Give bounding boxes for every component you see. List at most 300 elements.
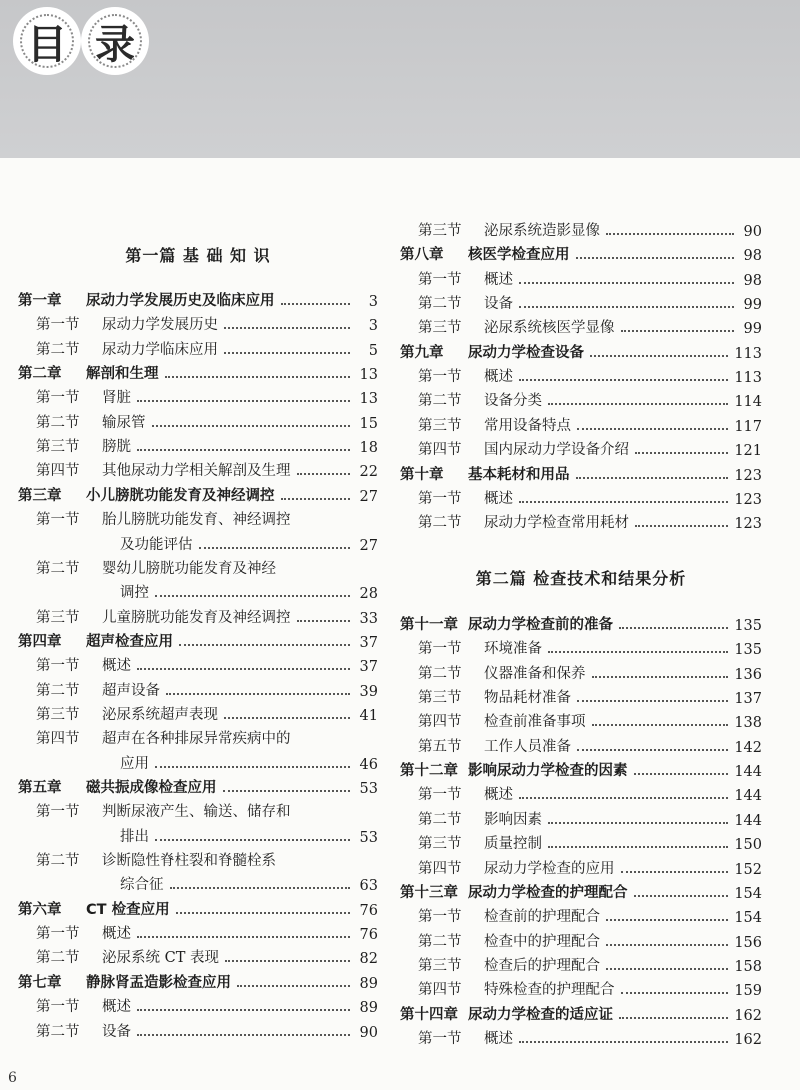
- toc-leader-dots: [137, 936, 350, 938]
- toc-entry-title: 设备: [484, 296, 513, 313]
- toc-entry-title: 其他尿动力学相关解剖及生理: [102, 463, 291, 480]
- toc-entry-page: 99: [743, 321, 762, 338]
- toc-leader-dots: [519, 379, 728, 381]
- toc-entry-title: 泌尿系统核医学显像: [484, 320, 615, 337]
- toc-entry-title: 仪器准备和保养: [484, 665, 586, 682]
- toc-entry-page: 89: [359, 975, 378, 992]
- toc-chapter-row[interactable]: [400, 878, 762, 902]
- toc-entry-number: 第六章: [18, 901, 62, 918]
- toc-leader-dots: [199, 547, 351, 549]
- toc-section-row[interactable]: [18, 554, 378, 578]
- toc-section-row[interactable]: [18, 383, 378, 407]
- toc-entry-number: 第九章: [400, 344, 444, 361]
- toc-entry-page: 123: [734, 467, 762, 484]
- toc-entry-page: 121: [734, 443, 762, 460]
- toc-entry-number: 第一节: [418, 490, 462, 507]
- toc-entry-title: 影响因素: [484, 811, 542, 828]
- toc-entry-number: 第十二章: [400, 763, 458, 780]
- toc-section-row[interactable]: [18, 797, 378, 821]
- toc-entry-number: 第一节: [36, 926, 80, 943]
- toc-leader-dots: [576, 477, 729, 479]
- toc-section-row[interactable]: [18, 724, 378, 748]
- toc-section-row[interactable]: [400, 289, 762, 313]
- toc-entry-title: CT 检查应用: [86, 901, 170, 918]
- toc-leader-dots: [548, 403, 728, 405]
- toc-section-row[interactable]: [18, 870, 378, 894]
- toc-entry-title: 胎儿膀胱功能发育、神经调控: [102, 512, 291, 529]
- toc-chapter-row[interactable]: [18, 286, 378, 310]
- toc-leader-dots: [176, 912, 350, 914]
- toc-entry-number: 第四节: [418, 714, 462, 731]
- toc-section-row[interactable]: [400, 951, 762, 975]
- toc-entry-page: 162: [734, 1007, 762, 1024]
- toc-section-row[interactable]: [400, 265, 762, 289]
- toc-chapter-row[interactable]: [18, 895, 378, 919]
- toc-leader-dots: [297, 473, 351, 475]
- toc-entry-number: 第一章: [18, 293, 62, 309]
- toc-entry-number: 第三节: [418, 223, 462, 239]
- toc-entry-number: 第一节: [418, 641, 462, 658]
- toc-entry-title: 概述: [484, 369, 513, 386]
- toc-entry-number: 第十一章: [400, 617, 458, 633]
- toc-leader-dots: [281, 303, 351, 305]
- right-part-title: 第二篇 检查技术和结果分析: [475, 569, 687, 588]
- toc-entry-number: 第三节: [36, 609, 80, 626]
- toc-entry-title: 检查后的护理配合: [484, 957, 600, 974]
- toc-entry-page: 162: [734, 1031, 762, 1048]
- toc-chapter-row[interactable]: [18, 627, 378, 651]
- toc-entry-number: 第一节: [418, 909, 462, 926]
- toc-leader-dots: [634, 895, 729, 897]
- toc-entry-number: 第十章: [400, 466, 444, 483]
- toc-section-row[interactable]: [18, 310, 378, 334]
- toc-section-row[interactable]: [18, 943, 378, 967]
- toc-entry-title: 环境准备: [484, 641, 542, 658]
- toc-leader-dots: [592, 676, 729, 678]
- toc-leader-dots: [606, 944, 728, 946]
- toc-entry-number: 第三节: [418, 417, 462, 434]
- toc-entry-number: 第十三章: [400, 884, 458, 901]
- toc-section-row[interactable]: [400, 975, 762, 999]
- toc-chapter-row[interactable]: [18, 773, 378, 797]
- toc-entry-page: 136: [734, 666, 762, 683]
- toc-entry-title: 小儿膀胱功能发育及神经调控: [86, 487, 275, 504]
- toc-entry-number: 第二节: [36, 414, 80, 431]
- toc-entry-number: 第三节: [418, 957, 462, 974]
- toc-entry-page: 15: [359, 415, 378, 432]
- toc-entry-page: 28: [359, 586, 378, 603]
- toc-entry-page: 46: [359, 756, 378, 773]
- toc-leader-dots: [519, 306, 734, 308]
- toc-entry-title: 尿动力学检查的适应证: [468, 1006, 613, 1023]
- toc-entry-number: 第三节: [418, 836, 462, 853]
- toc-entry-page: 13: [359, 391, 378, 408]
- toc-entry-page: 144: [734, 788, 762, 805]
- toc-entry-page: 138: [734, 715, 762, 732]
- toc-section-row[interactable]: [400, 634, 762, 658]
- toc-entry-page: 18: [359, 440, 378, 457]
- toc-leader-dots: [155, 766, 350, 768]
- toc-entry-page: 3: [368, 294, 378, 310]
- toc-entry-title: 概述: [102, 999, 131, 1016]
- toc-section-row[interactable]: [18, 651, 378, 675]
- toc-entry-number: 第八章: [400, 247, 444, 264]
- toc-entry-page: 76: [359, 902, 378, 919]
- toc-leader-dots: [152, 425, 351, 427]
- toc-entry-title: 肾脏: [102, 390, 131, 407]
- toc-entry-title: 尿动力学检查的护理配合: [468, 884, 628, 901]
- page-number: 6: [8, 1070, 17, 1086]
- toc-entry-number: 第四节: [36, 731, 80, 748]
- toc-section-row[interactable]: [400, 683, 762, 707]
- toc-section-row[interactable]: [400, 659, 762, 683]
- toc-leader-dots: [590, 355, 728, 357]
- toc-section-row[interactable]: [18, 432, 378, 456]
- toc-entry-title: 核医学检查应用: [468, 247, 570, 264]
- toc-entry-page: 158: [734, 958, 762, 975]
- toc-entry-page: 135: [734, 618, 762, 634]
- toc-chapter-row[interactable]: [18, 359, 378, 383]
- toc-entry-title: 概述: [484, 490, 513, 507]
- toc-entry-title: 排出: [120, 828, 149, 845]
- toc-leader-dots: [577, 700, 728, 702]
- toc-section-row[interactable]: [400, 780, 762, 804]
- toc-entry-page: 53: [359, 829, 378, 846]
- toc-section-row[interactable]: [400, 927, 762, 951]
- toc-entry-title: 概述: [102, 658, 131, 675]
- toc-leader-dots: [577, 749, 728, 751]
- toc-leader-dots: [635, 452, 728, 454]
- title-char-circle-2: [84, 10, 146, 72]
- toc-entry-page: 5: [368, 342, 378, 359]
- toc-leader-dots: [281, 498, 351, 500]
- toc-entry-title: 物品耗材准备: [484, 690, 571, 707]
- toc-entry-number: 第五节: [418, 738, 462, 755]
- toc-leader-dots: [548, 846, 728, 848]
- toc-entry-page: 123: [734, 516, 762, 533]
- toc-entry-number: 第三节: [418, 690, 462, 707]
- toc-entry-title: 概述: [484, 271, 513, 288]
- toc-entry-number: 第四章: [18, 633, 62, 650]
- toc-entry-number: 第一节: [36, 512, 80, 529]
- toc-entry-title: 概述: [484, 787, 513, 804]
- toc-entry-page: 89: [359, 1000, 378, 1017]
- toc-entry-page: 137: [734, 691, 762, 708]
- toc-section-row[interactable]: [18, 846, 378, 870]
- title-char-2: 录: [95, 21, 135, 68]
- toc-section-row[interactable]: [400, 313, 762, 337]
- toc-chapter-row[interactable]: [400, 240, 762, 264]
- toc-leader-dots: [155, 595, 350, 597]
- toc-entry-title: 及功能评估: [120, 536, 193, 553]
- toc-leader-dots: [237, 985, 350, 987]
- toc-entry-title: 常用设备特点: [484, 417, 571, 434]
- toc-leader-dots: [619, 1017, 728, 1019]
- toc-entry-number: 第五章: [18, 780, 62, 796]
- toc-entry-title: 静脉肾盂造影检查应用: [86, 974, 231, 991]
- toc-leader-dots: [137, 1009, 350, 1011]
- toc-entry-title: 设备: [102, 1023, 131, 1040]
- toc-entry-title: 影响尿动力学检查的因素: [468, 763, 628, 780]
- toc-section-row[interactable]: [400, 484, 762, 508]
- toc-entry-title: 输尿管: [102, 414, 146, 431]
- toc-entry-title: 尿动力学检查的应用: [484, 860, 615, 877]
- toc-entry-number: 第一节: [418, 787, 462, 804]
- toc-leader-dots: [297, 620, 351, 622]
- toc-leader-dots: [519, 282, 734, 284]
- toc-entry-title: 概述: [102, 926, 131, 943]
- toc-entry-page: 22: [359, 464, 378, 481]
- toc-chapter-row[interactable]: [18, 481, 378, 505]
- toc-section-row[interactable]: [18, 530, 378, 554]
- toc-entry-title: 工作人员准备: [484, 738, 571, 755]
- toc-chapter-row[interactable]: [400, 338, 762, 362]
- toc-leader-dots: [519, 1041, 728, 1043]
- toc-chapter-row[interactable]: [400, 460, 762, 484]
- toc-entry-number: 第一节: [418, 1030, 462, 1047]
- toc-section-row[interactable]: [18, 578, 378, 602]
- toc-entry-number: 第三章: [18, 487, 62, 504]
- toc-entry-title: 泌尿系统超声表现: [102, 706, 218, 723]
- toc-entry-title: 概述: [484, 1030, 513, 1047]
- toc-entry-page: 98: [743, 248, 762, 265]
- toc-entry-number: 第四节: [418, 982, 462, 999]
- toc-leader-dots: [165, 376, 351, 378]
- left-part-title: 第一篇 基 础 知 识: [125, 246, 271, 265]
- toc-entry-page: 113: [734, 345, 762, 362]
- toc-entry-number: 第三节: [36, 706, 80, 723]
- toc-leader-dots: [548, 651, 728, 653]
- toc-entry-number: 第三节: [418, 320, 462, 337]
- toc-section-row[interactable]: [400, 732, 762, 756]
- toc-entry-title: 超声在各种排尿异常疾病中的: [102, 731, 291, 748]
- toc-leader-dots: [224, 352, 350, 354]
- toc-section-row[interactable]: [18, 456, 378, 480]
- toc-section-row[interactable]: [18, 676, 378, 700]
- toc-entry-number: 第二节: [36, 682, 80, 699]
- toc-entry-page: 76: [359, 927, 378, 944]
- toc-section-row[interactable]: [18, 603, 378, 627]
- toc-entry-number: 第二节: [418, 933, 462, 950]
- toc-section-row[interactable]: [18, 919, 378, 943]
- toc-section-row[interactable]: [400, 435, 762, 459]
- toc-leader-dots: [577, 428, 728, 430]
- toc-leader-dots: [592, 724, 729, 726]
- toc-entry-page: 3: [368, 318, 378, 335]
- toc-leader-dots: [224, 717, 350, 719]
- toc-entry-page: 123: [734, 491, 762, 508]
- toc-chapter-row[interactable]: [400, 756, 762, 780]
- toc-chapter-row[interactable]: [400, 610, 762, 634]
- toc-entry-page: 27: [359, 537, 378, 554]
- toc-entry-number: 第一节: [418, 271, 462, 288]
- toc-entry-number: 第一节: [418, 369, 462, 386]
- toc-entry-title: 诊断隐性脊柱裂和脊髓栓系: [102, 853, 276, 870]
- toc-entry-title: 超声设备: [102, 682, 160, 699]
- toc-section-row[interactable]: [400, 707, 762, 731]
- toc-section-row[interactable]: [400, 1024, 762, 1048]
- toc-entry-page: 98: [743, 272, 762, 289]
- toc-entry-title: 应用: [120, 755, 149, 772]
- toc-entry-number: 第四节: [36, 463, 80, 480]
- toc-section-row[interactable]: [400, 805, 762, 829]
- toc-section-row[interactable]: [400, 411, 762, 435]
- toc-leader-dots: [519, 501, 728, 503]
- toc-chapter-row[interactable]: [400, 1000, 762, 1024]
- toc-leader-dots: [225, 960, 350, 962]
- toc-entry-title: 婴幼儿膀胱功能发育及神经: [102, 560, 276, 577]
- title-char-1: 目: [27, 21, 67, 68]
- toc-entry-title: 尿动力学发展历史: [102, 317, 218, 334]
- toc-leader-dots: [635, 525, 728, 527]
- toc-entry-title: 检查前的护理配合: [484, 909, 600, 926]
- title-char-circle-1: [16, 10, 78, 72]
- toc-entry-number: 第二节: [418, 665, 462, 682]
- toc-section-row[interactable]: [400, 216, 762, 240]
- toc-entry-number: 第七章: [18, 974, 62, 991]
- toc-leader-dots: [621, 871, 729, 873]
- toc-entry-number: 第四节: [418, 442, 462, 459]
- toc-entry-title: 质量控制: [484, 836, 542, 853]
- toc-entry-title: 超声检查应用: [86, 633, 173, 650]
- toc-leader-dots: [519, 797, 728, 799]
- toc-entry-page: 135: [734, 642, 762, 659]
- toc-leader-dots: [606, 233, 734, 235]
- toc-entry-title: 泌尿系统 CT 表现: [102, 950, 219, 967]
- toc-section-row[interactable]: [18, 822, 378, 846]
- toc-entry-number: 第二节: [36, 341, 80, 358]
- toc-section-row[interactable]: [400, 508, 762, 532]
- toc-leader-dots: [170, 887, 351, 889]
- toc-entry-title: 尿动力学发展历史及临床应用: [86, 293, 275, 309]
- toc-entry-page: 41: [359, 707, 378, 724]
- toc-entry-page: 13: [359, 367, 378, 384]
- toc-entry-title: 检查前准备事项: [484, 714, 586, 731]
- toc-entry-number: 第二节: [36, 853, 80, 870]
- toc-entry-page: 37: [359, 634, 378, 651]
- toc-entry-number: 第二节: [418, 515, 462, 532]
- toc-leader-dots: [621, 330, 735, 332]
- toc-entry-title: 尿动力学检查设备: [468, 344, 584, 361]
- toc-entry-page: 39: [359, 683, 378, 700]
- toc-entry-page: 114: [734, 394, 762, 411]
- toc-entry-page: 117: [734, 418, 762, 435]
- toc-entry-page: 99: [743, 297, 762, 314]
- toc-entry-number: 第一节: [36, 999, 80, 1016]
- toc-entry-number: 第二节: [36, 560, 80, 577]
- toc-entry-page: 90: [743, 224, 762, 240]
- toc-entry-title: 调控: [120, 585, 149, 602]
- toc-entry-page: 82: [359, 951, 378, 968]
- toc-entry-number: 第一节: [36, 804, 80, 821]
- toc-leader-dots: [634, 773, 729, 775]
- toc-section-row[interactable]: [18, 505, 378, 529]
- toc-entry-title: 尿动力学检查常用耗材: [484, 515, 629, 532]
- toc-entry-title: 基本耗材和用品: [468, 466, 570, 483]
- toc-leader-dots: [137, 400, 350, 402]
- toc-leader-dots: [548, 822, 728, 824]
- toc-entry-title: 国内尿动力学设备介绍: [484, 442, 629, 459]
- toc-section-row[interactable]: [400, 362, 762, 386]
- toc-leader-dots: [137, 449, 350, 451]
- toc-section-row[interactable]: [400, 854, 762, 878]
- toc-entry-page: 156: [734, 934, 762, 951]
- toc-entry-title: 磁共振成像检查应用: [86, 780, 217, 796]
- toc-leader-dots: [155, 839, 350, 841]
- toc-entry-number: 第二节: [418, 811, 462, 828]
- toc-entry-title: 综合征: [120, 877, 164, 894]
- toc-leader-dots: [179, 644, 350, 646]
- toc-entry-number: 第二节: [36, 1023, 80, 1040]
- toc-entry-number: 第四节: [418, 860, 462, 877]
- toc-leader-dots: [224, 327, 350, 329]
- toc-entry-title: 膀胱: [102, 439, 131, 456]
- toc-entry-page: 159: [734, 983, 762, 1000]
- toc-entry-page: 90: [359, 1024, 378, 1041]
- toc-section-row[interactable]: [18, 335, 378, 359]
- toc-entry-number: 第二节: [36, 950, 80, 967]
- toc-entry-number: 第一节: [36, 317, 80, 334]
- toc-section-row[interactable]: [18, 408, 378, 432]
- toc-leader-dots: [619, 627, 728, 629]
- toc-entry-page: 33: [359, 610, 378, 627]
- toc-entry-number: 第三节: [36, 439, 80, 456]
- toc-entry-number: 第二章: [18, 366, 62, 383]
- toc-leader-dots: [137, 1034, 350, 1036]
- toc-entry-page: 154: [734, 910, 762, 927]
- toc-entry-title: 儿童膀胱功能发育及神经调控: [102, 609, 291, 626]
- toc-entry-title: 特殊检查的护理配合: [484, 982, 615, 999]
- toc-leader-dots: [137, 668, 350, 670]
- toc-leader-dots: [606, 968, 728, 970]
- toc-leader-dots: [606, 919, 728, 921]
- toc-entry-number: 第二节: [418, 296, 462, 313]
- toc-entry-title: 判断尿液产生、输送、储存和: [102, 804, 291, 821]
- toc-entry-number: 第十四章: [400, 1006, 458, 1023]
- toc-entry-number: 第一节: [36, 390, 80, 407]
- toc-entry-title: 泌尿系统造影显像: [484, 223, 600, 239]
- toc-leader-dots: [166, 693, 350, 695]
- toc-entry-page: 150: [734, 837, 762, 854]
- toc-entry-page: 63: [359, 878, 378, 895]
- toc-section-row[interactable]: [18, 700, 378, 724]
- toc-leader-dots: [621, 992, 729, 994]
- toc-entry-title: 解剖和生理: [86, 366, 159, 383]
- toc-section-row[interactable]: [18, 749, 378, 773]
- toc-entry-page: 152: [734, 861, 762, 878]
- toc-section-row[interactable]: [400, 902, 762, 926]
- toc-entry-title: 尿动力学检查前的准备: [468, 617, 613, 633]
- toc-entry-title: 尿动力学临床应用: [102, 341, 218, 358]
- toc-entry-page: 142: [734, 739, 762, 756]
- toc-entry-title: 检查中的护理配合: [484, 933, 600, 950]
- toc-leader-dots: [576, 257, 735, 259]
- toc-entry-page: 144: [734, 764, 762, 781]
- toc-entry-page: 53: [359, 781, 378, 797]
- toc-entry-page: 113: [734, 370, 762, 387]
- toc-entry-title: 设备分类: [484, 393, 542, 410]
- toc-entry-number: 第一节: [36, 658, 80, 675]
- toc-entry-page: 37: [359, 659, 378, 676]
- toc-entry-page: 144: [734, 812, 762, 829]
- toc-section-row[interactable]: [400, 829, 762, 853]
- toc-section-row[interactable]: [18, 992, 378, 1016]
- toc-entry-page: 154: [734, 885, 762, 902]
- toc-section-row[interactable]: [400, 386, 762, 410]
- toc-entry-number: 第二节: [418, 393, 462, 410]
- toc-chapter-row[interactable]: [18, 968, 378, 992]
- toc-section-row[interactable]: [18, 1017, 378, 1041]
